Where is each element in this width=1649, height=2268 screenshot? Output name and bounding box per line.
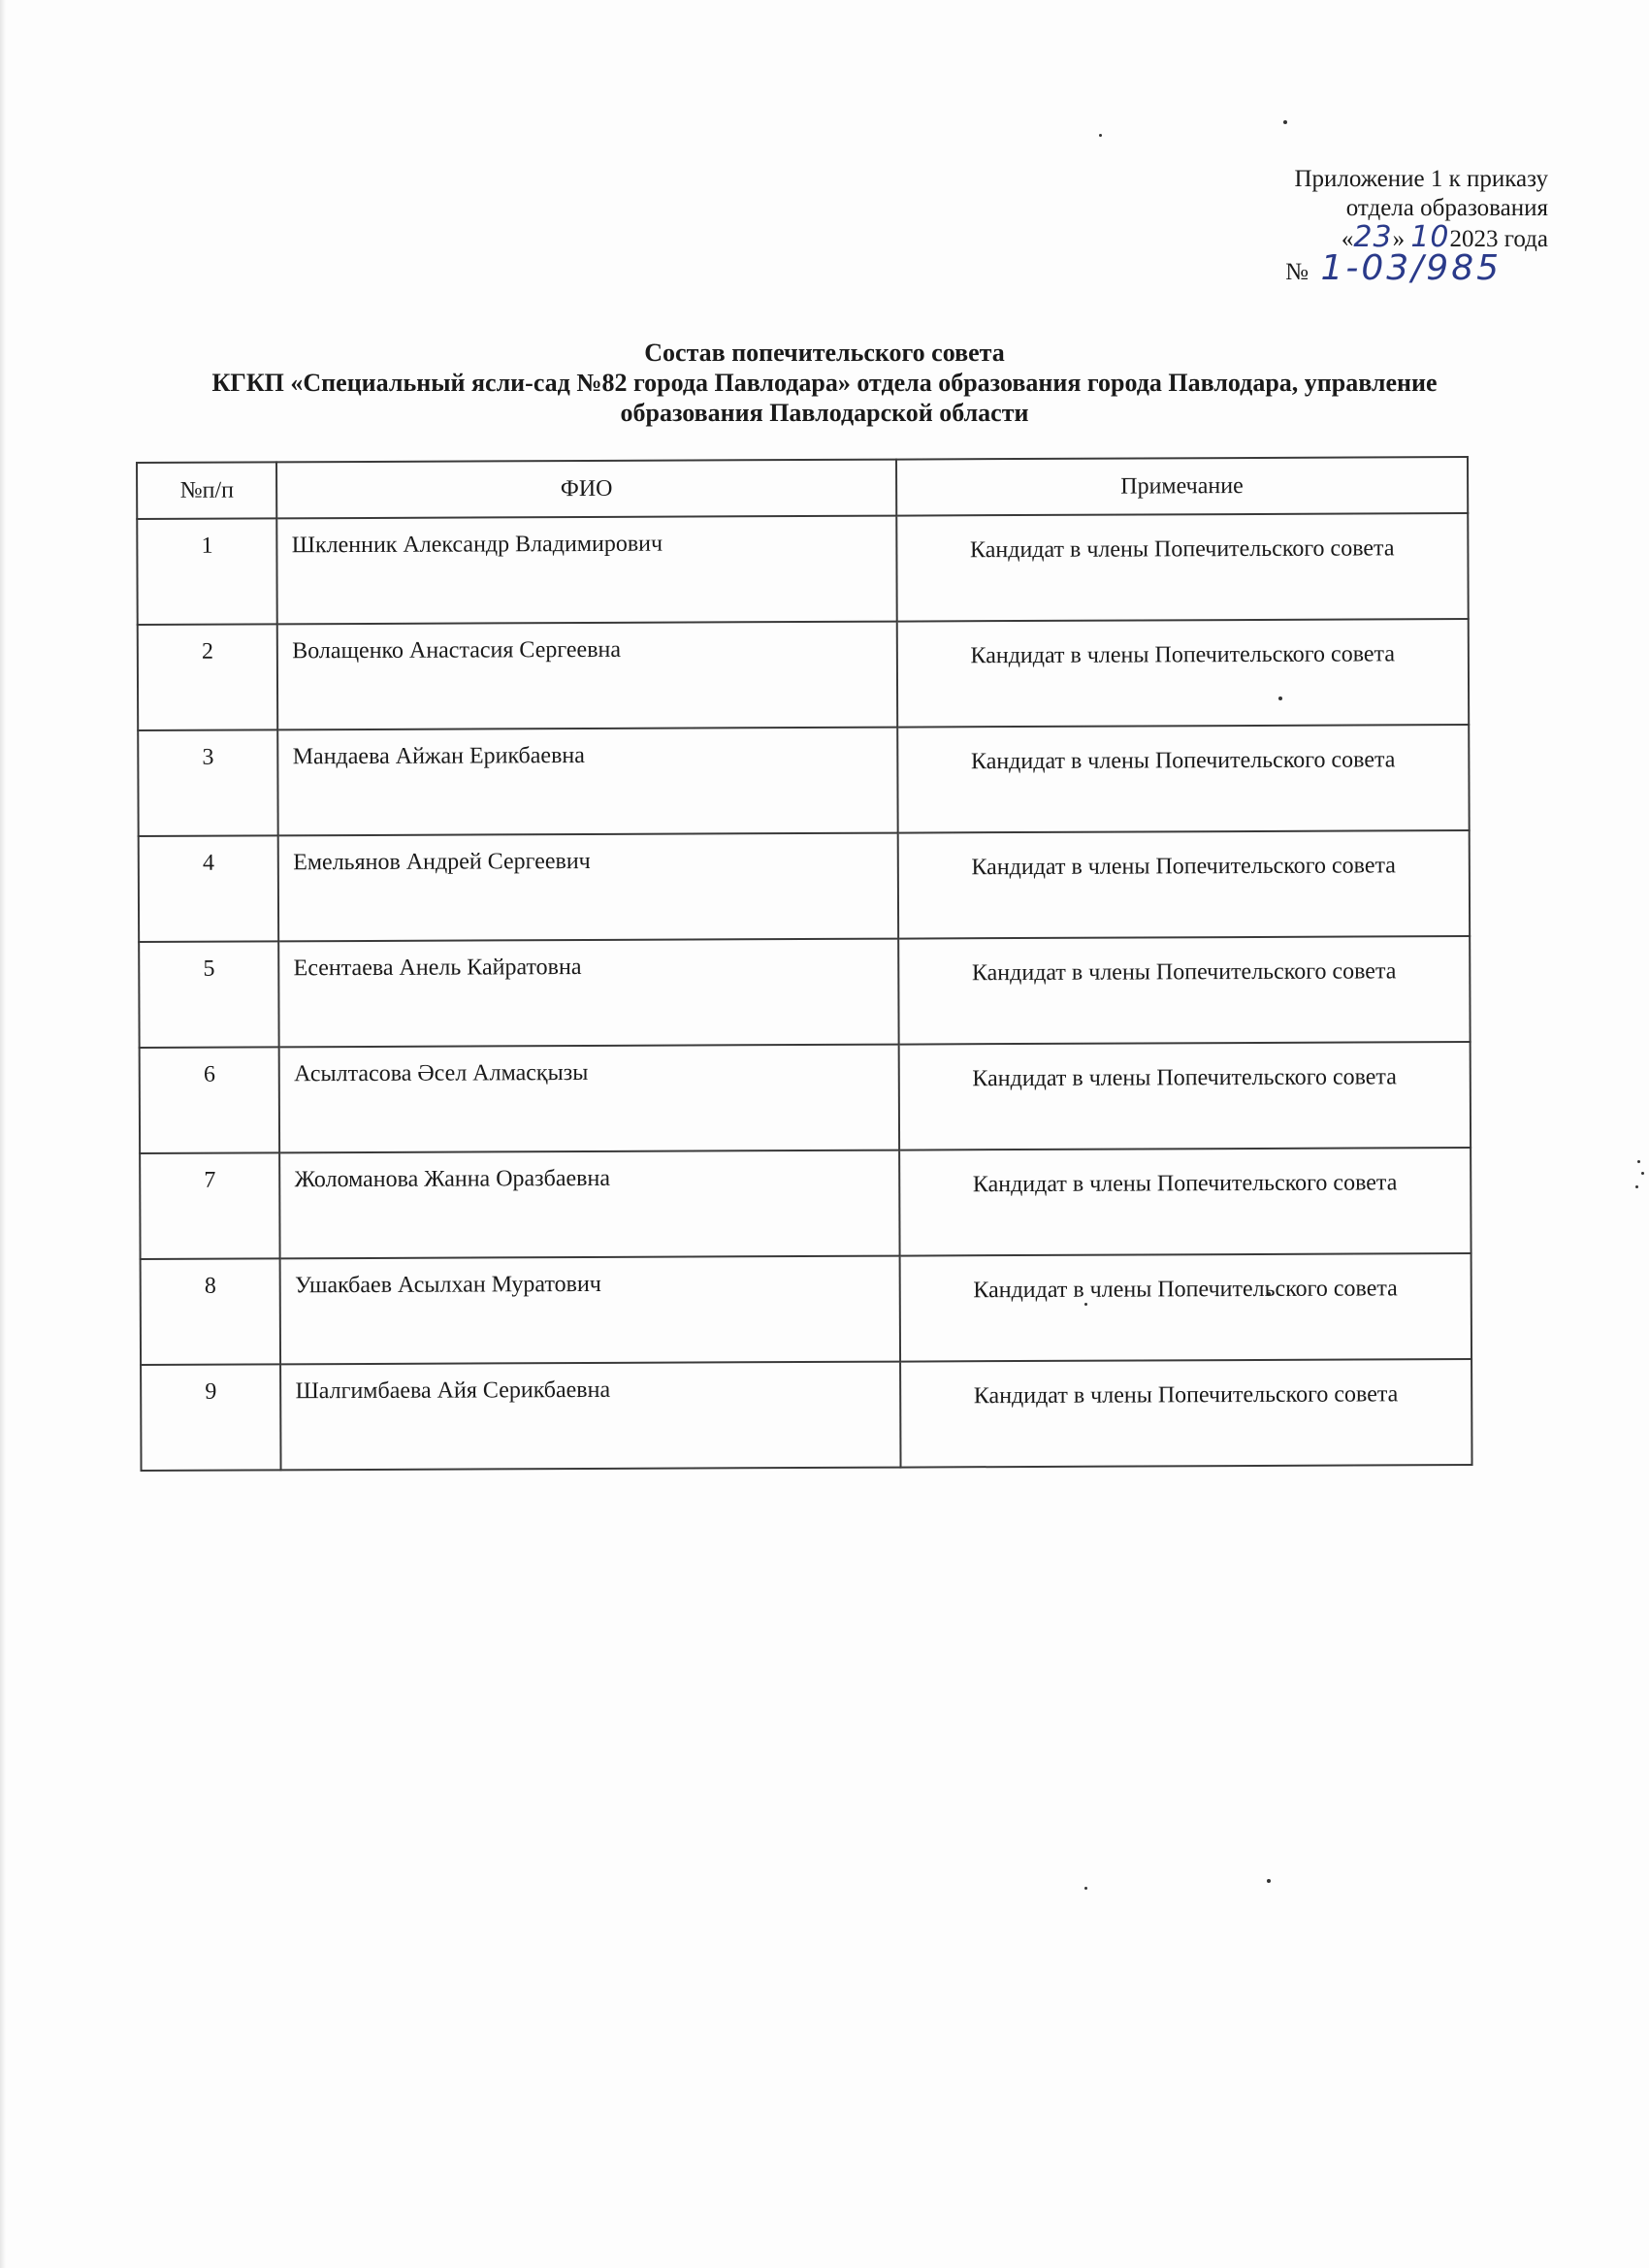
row-name: Волащенко Анастасия Сергеевна bbox=[277, 622, 897, 730]
handwritten-day: 23 bbox=[1353, 220, 1393, 254]
row-name: Мандаева Айжан Ерикбаевна bbox=[278, 728, 898, 836]
table-row bbox=[139, 936, 1470, 1048]
table-row bbox=[138, 725, 1469, 836]
table-row bbox=[137, 513, 1468, 625]
scan-edge bbox=[0, 0, 6, 2268]
row-name: Ушакбаев Асылхан Муратович bbox=[280, 1256, 900, 1365]
row-note: Кандидат в члены Попечительского совета bbox=[898, 936, 1471, 1045]
handwritten-month: 10 bbox=[1410, 220, 1450, 254]
annex-date-mid: » bbox=[1392, 226, 1406, 252]
row-num: 8 bbox=[141, 1258, 281, 1365]
scan-speck bbox=[1635, 1185, 1638, 1188]
row-num: 3 bbox=[138, 729, 278, 836]
annex-date-open: « bbox=[1341, 226, 1354, 252]
row-num: 1 bbox=[137, 518, 277, 625]
scan-speck bbox=[1267, 1879, 1271, 1883]
header-name: ФИО bbox=[276, 460, 896, 519]
scan-speck bbox=[1283, 120, 1287, 124]
row-note: Кандидат в члены Попечительского совета bbox=[897, 725, 1470, 833]
title-line-3: образования Павлодарской области bbox=[620, 399, 1029, 427]
scan-speck bbox=[1099, 134, 1102, 137]
row-name: Жоломанова Жанна Оразбаевна bbox=[279, 1150, 899, 1259]
row-name: Есентаева Анель Кайратовна bbox=[279, 939, 899, 1048]
row-num: 9 bbox=[141, 1364, 281, 1471]
row-note: Кандидат в члены Попечительского совета bbox=[900, 1359, 1472, 1468]
table-row bbox=[141, 1253, 1471, 1365]
table-row bbox=[140, 1148, 1471, 1259]
table-row bbox=[140, 1042, 1471, 1153]
title-line-1: Состав попечительского совета bbox=[644, 339, 1005, 367]
annex-line-1: Приложение 1 к приказу bbox=[1294, 166, 1548, 192]
header-num: №п/п bbox=[137, 462, 277, 519]
annex-line-2: отдела образования bbox=[1345, 195, 1548, 221]
council-table bbox=[136, 456, 1473, 1472]
row-num: 4 bbox=[139, 835, 279, 942]
row-name: Асылтасова Әсел Алмасқызы bbox=[279, 1045, 899, 1153]
handwritten-order-number: 1-03/985 bbox=[1320, 248, 1502, 288]
annex-date-year: 2023 года bbox=[1449, 226, 1548, 252]
annex-number-label: № bbox=[1285, 259, 1309, 285]
row-name: Емельянов Андрей Сергеевич bbox=[278, 833, 898, 942]
row-num: 7 bbox=[140, 1152, 280, 1259]
table-row bbox=[139, 830, 1470, 942]
row-note: Кандидат в члены Попечительского совета bbox=[896, 619, 1469, 728]
row-note: Кандидат в члены Попечительского совета bbox=[897, 830, 1470, 939]
scan-speck bbox=[1084, 1887, 1087, 1890]
row-name: Шалгимбаева Айя Серикбаевна bbox=[280, 1362, 900, 1471]
row-note: Кандидат в члены Попечительского совета bbox=[899, 1253, 1471, 1362]
table-row bbox=[138, 619, 1469, 730]
scan-speck bbox=[1641, 1172, 1644, 1175]
row-num: 5 bbox=[139, 941, 279, 1048]
header-note: Примечание bbox=[896, 457, 1469, 516]
row-note: Кандидат в члены Попечительского совета bbox=[899, 1148, 1471, 1256]
annex-number-line bbox=[1285, 248, 1502, 288]
row-num: 6 bbox=[140, 1047, 280, 1153]
row-note: Кандидат в члены Попечительского совета bbox=[896, 513, 1469, 622]
table-row bbox=[141, 1359, 1471, 1471]
document-title bbox=[136, 338, 1513, 428]
annex-block bbox=[1285, 165, 1548, 287]
scan-speck bbox=[1637, 1160, 1640, 1163]
row-name: Шкленник Александр Владимирович bbox=[277, 516, 897, 625]
title-line-2: КГКП «Специальный ясли-сад №82 города Павлодара» отдела образования города Павлодара, управление bbox=[211, 369, 1438, 397]
row-note: Кандидат в члены Попечительского совета bbox=[898, 1042, 1471, 1150]
table-header-row bbox=[137, 457, 1468, 519]
row-num: 2 bbox=[138, 624, 278, 730]
